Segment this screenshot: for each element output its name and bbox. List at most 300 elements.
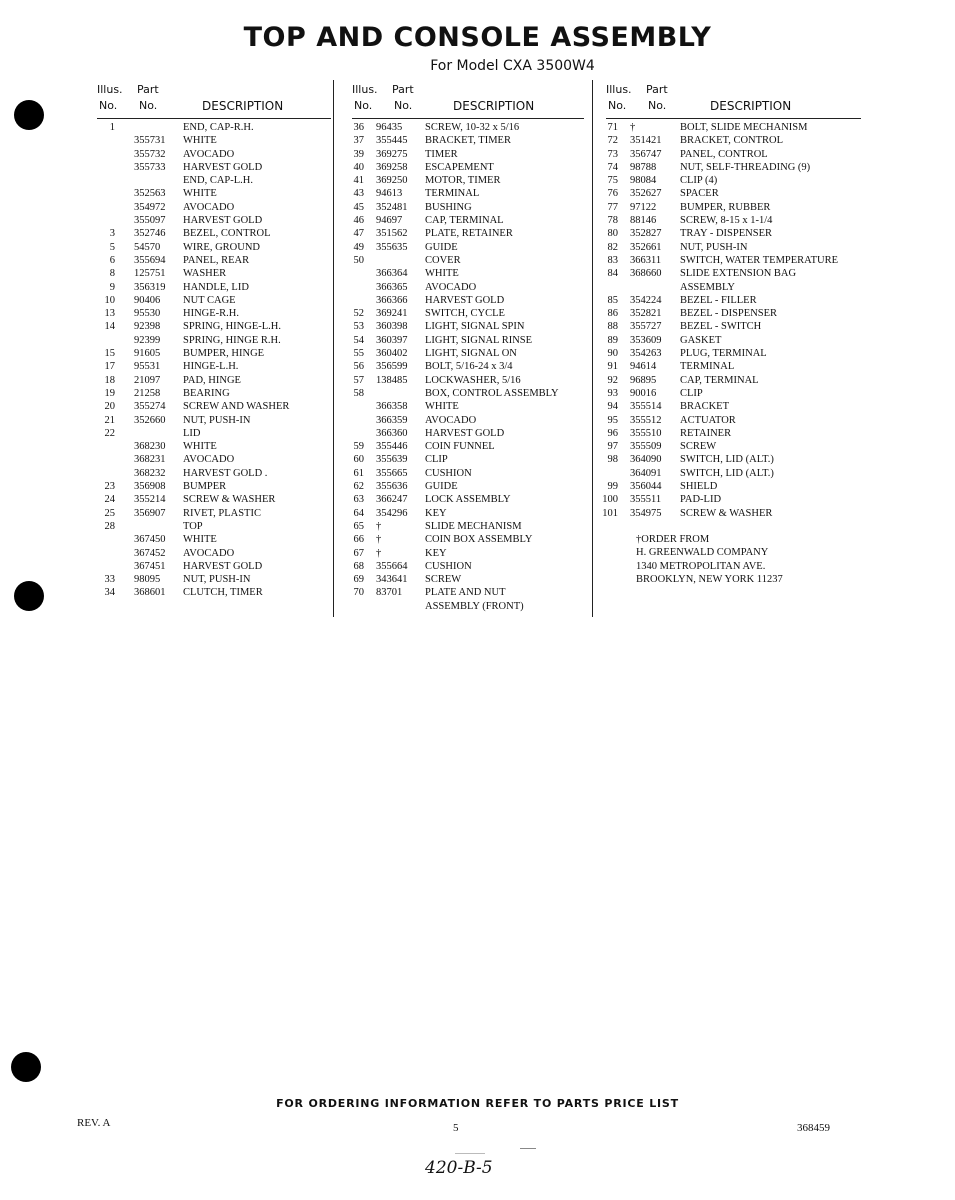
illus-number: 88: [607, 321, 618, 333]
part-description: LIGHT, SIGNAL SPIN: [425, 321, 525, 333]
part-description: WASHER: [183, 268, 227, 280]
part-description: PAD-LID: [680, 494, 722, 506]
part-number: 352746: [134, 228, 166, 240]
illus-number: 77: [607, 201, 618, 213]
illus-number: 17: [104, 361, 115, 373]
part-label: Part: [137, 83, 159, 96]
illus-number: 54: [353, 334, 364, 346]
illus-number: 28: [104, 520, 115, 532]
part-number: 353609: [630, 334, 662, 346]
illus-number: 95: [607, 414, 618, 426]
part-number: †: [376, 520, 382, 532]
part-description: HINGE-R.H.: [183, 308, 239, 320]
parts-row: [606, 161, 861, 174]
illus-number: 85: [607, 294, 618, 306]
parts-row: [606, 187, 861, 200]
parts-row: [606, 453, 861, 466]
illus-number: 8: [109, 268, 115, 280]
part-number: †: [376, 534, 382, 546]
part-description: END, CAP-L.H.: [183, 175, 253, 187]
part-number: 369241: [376, 308, 408, 320]
part-description: LOCKWASHER, 5/16: [425, 374, 521, 386]
parts-column-3: [602, 80, 861, 586]
parts-row: [352, 281, 584, 294]
part-description: HARVEST GOLD: [183, 560, 263, 572]
part-number: 356319: [134, 281, 166, 293]
illus-number: 67: [353, 547, 364, 559]
ordering-note: FOR ORDERING INFORMATION REFER TO PARTS PRICE LIST: [276, 1097, 679, 1110]
parts-row: [97, 414, 331, 427]
illus-number: 20: [104, 401, 115, 413]
parts-row: [352, 347, 584, 360]
part-description: BEZEL - FILLER: [680, 294, 757, 306]
part-number: 366359: [376, 414, 408, 426]
illus-number: 9: [109, 281, 115, 293]
part-description: SCREW, 8-15 x 1-1/4: [680, 215, 773, 227]
parts-row: [606, 387, 861, 400]
description-label: DESCRIPTION: [710, 99, 792, 113]
part-description: SCREW, 10-32 x 5/16: [425, 122, 520, 133]
parts-row: [352, 320, 584, 333]
part-description: SLIDE MECHANISM: [425, 520, 522, 532]
part-description: WHITE: [183, 135, 217, 147]
illus-number: 101: [602, 507, 618, 519]
part-description: SCREW & WASHER: [680, 507, 773, 519]
column-header: [352, 80, 584, 119]
part-number: 356908: [134, 481, 166, 493]
illus-number: 83: [607, 254, 618, 266]
parts-row: [606, 214, 861, 227]
part-description: WIRE, GROUND: [183, 241, 260, 253]
part-number: 356599: [376, 361, 408, 373]
part-description: ACTUATOR: [680, 414, 736, 426]
part-description: PANEL, REAR: [183, 254, 250, 266]
illus-number: 73: [607, 148, 618, 160]
parts-row: [97, 560, 331, 573]
part-description: ASSEMBLY (FRONT): [425, 600, 524, 612]
part-label: Part: [392, 83, 414, 96]
part-number: 90016: [630, 387, 657, 399]
parts-row: [606, 227, 861, 240]
illus-number: 92: [607, 374, 618, 386]
illus-number: 21: [104, 414, 115, 426]
part-description: LOCK ASSEMBLY: [425, 494, 511, 506]
parts-row: [606, 400, 861, 413]
parts-row: [606, 121, 861, 134]
part-no-label: No.: [648, 99, 667, 112]
illus-number: 74: [607, 161, 618, 173]
parts-row: [606, 334, 861, 347]
parts-row: [606, 427, 861, 440]
parts-row: [352, 134, 584, 147]
illus-number: 50: [353, 254, 364, 266]
parts-row: [97, 267, 331, 280]
parts-row: [97, 427, 331, 440]
part-number: 366358: [376, 401, 408, 413]
part-number: 355512: [630, 414, 662, 426]
part-number: 355514: [630, 401, 662, 413]
part-number: 355639: [376, 454, 408, 466]
parts-row: [352, 480, 584, 493]
part-description: CUSHION: [425, 467, 472, 479]
part-no-label: No.: [394, 99, 413, 112]
part-number: 368660: [630, 268, 662, 280]
part-number: 355665: [376, 467, 408, 479]
illus-number: 34: [104, 587, 115, 599]
part-description: GASKET: [680, 334, 722, 346]
part-number: 355446: [376, 441, 408, 453]
illus-number: 59: [353, 441, 364, 453]
part-number: 95531: [134, 361, 161, 373]
illus-number: 1: [109, 122, 115, 133]
illus-number: 82: [607, 241, 618, 253]
parts-row: [97, 187, 331, 200]
part-number: 355732: [134, 148, 166, 160]
parts-row: [352, 453, 584, 466]
parts-row: [97, 453, 331, 466]
illus-number: 37: [353, 135, 364, 147]
part-description: HARVEST GOLD: [183, 215, 263, 227]
part-number: 90406: [134, 294, 161, 306]
part-number: 98095: [134, 574, 161, 586]
illus-number: 94: [607, 401, 618, 413]
illus-number: 13: [104, 308, 115, 320]
part-number: 355694: [134, 254, 166, 266]
part-description: WHITE: [183, 534, 217, 546]
page-number: 5: [453, 1122, 459, 1134]
illus-number: 68: [353, 560, 364, 572]
part-description: BRACKET, TIMER: [425, 135, 511, 147]
part-number: 354296: [376, 507, 408, 519]
part-description: BRACKET, CONTROL: [680, 135, 784, 147]
illus-number: 78: [607, 215, 618, 227]
description-label: DESCRIPTION: [202, 99, 284, 113]
part-number: 366247: [376, 494, 408, 506]
illus-number: 69: [353, 574, 364, 586]
part-description: BOX, CONTROL ASSEMBLY: [425, 387, 559, 399]
parts-row: [352, 201, 584, 214]
part-number: 97122: [630, 201, 657, 213]
illus-number: 6: [109, 254, 115, 266]
parts-row: [97, 307, 331, 320]
parts-row: [606, 360, 861, 373]
part-number: 354263: [630, 348, 662, 360]
illus-number: 46: [353, 215, 364, 227]
illus-number: 22: [104, 427, 115, 439]
parts-row: [352, 533, 584, 546]
parts-row: [352, 493, 584, 506]
illus-number: 41: [353, 175, 364, 187]
description-label: DESCRIPTION: [453, 99, 535, 113]
parts-row: [352, 334, 584, 347]
part-number: 96435: [376, 122, 403, 133]
part-description: SPACER: [680, 188, 719, 200]
parts-row: [97, 360, 331, 373]
illus-number: 52: [353, 308, 364, 320]
part-number: 367450: [134, 534, 166, 546]
part-description: BEARING: [183, 387, 230, 399]
illus-number: 86: [607, 308, 618, 320]
illus-number: 100: [602, 494, 618, 506]
illus-number: 3: [109, 228, 115, 240]
part-number: 360402: [376, 348, 408, 360]
part-number: 54570: [134, 241, 161, 253]
illus-number: 66: [353, 534, 364, 546]
illus-number: 45: [353, 201, 364, 213]
document-number: 368459: [797, 1122, 830, 1134]
part-number: 92398: [134, 321, 161, 333]
illus-number: 97: [607, 441, 618, 453]
part-number: 356044: [630, 481, 662, 493]
parts-row: [352, 307, 584, 320]
order-from-line: BROOKLYN, NEW YORK 11237: [636, 573, 783, 585]
part-description: NUT CAGE: [183, 294, 236, 306]
part-number: 95530: [134, 308, 161, 320]
illus-number: 39: [353, 148, 364, 160]
illus-number: 40: [353, 161, 364, 173]
part-description: COVER: [425, 254, 461, 266]
illus-number: 53: [353, 321, 364, 333]
part-number: 351421: [630, 135, 662, 147]
illus-number: 58: [353, 387, 364, 399]
order-from-line: †ORDER FROM: [636, 533, 710, 545]
part-description: WHITE: [183, 188, 217, 200]
parts-row: [97, 480, 331, 493]
illus-number: 96: [607, 427, 618, 439]
part-description: NUT, PUSH-IN: [183, 574, 251, 586]
part-description: BEZEL - DISPENSER: [680, 308, 778, 320]
part-description: BEZEL - SWITCH: [680, 321, 762, 333]
part-number: 92399: [134, 334, 161, 346]
parts-row: [97, 334, 331, 347]
illus-number: 89: [607, 334, 618, 346]
part-number: 351562: [376, 228, 408, 240]
part-number: 352563: [134, 188, 166, 200]
part-description: COIN FUNNEL: [425, 441, 495, 453]
part-description: AVOCADO: [183, 201, 235, 213]
parts-row: [606, 134, 861, 147]
part-description: END, CAP-R.H.: [183, 122, 254, 133]
part-number: 355214: [134, 494, 166, 506]
parts-row: [606, 374, 861, 387]
illus-number: 56: [353, 361, 364, 373]
parts-row: [352, 586, 584, 599]
parts-row: [97, 134, 331, 147]
part-number: 356907: [134, 507, 166, 519]
part-description: ESCAPEMENT: [425, 161, 494, 173]
part-description: GUIDE: [425, 481, 458, 493]
illus-number: 91: [607, 361, 618, 373]
parts-row: [352, 573, 584, 586]
part-number: 368601: [134, 587, 166, 599]
parts-row: [606, 480, 861, 493]
part-number: 364090: [630, 454, 662, 466]
illus-number: 99: [607, 481, 618, 493]
parts-row: [606, 281, 861, 294]
part-description: AVOCADO: [183, 148, 235, 160]
part-no-label: No.: [139, 99, 158, 112]
parts-row: [97, 254, 331, 267]
parts-row: [602, 493, 861, 506]
parts-row: [352, 467, 584, 480]
part-description: SPRING, HINGE R.H.: [183, 334, 281, 346]
punch-hole-top: [14, 100, 44, 130]
parts-row: [97, 241, 331, 254]
part-description: KEY: [425, 547, 447, 559]
parts-row: [352, 600, 584, 613]
parts-row: [606, 174, 861, 187]
part-number: 369258: [376, 161, 408, 173]
part-number: 367451: [134, 560, 166, 572]
part-description: COIN BOX ASSEMBLY: [425, 534, 533, 546]
parts-row: [606, 440, 861, 453]
order-from-line: H. GREENWALD COMPANY: [636, 547, 769, 559]
part-description: SCREW: [425, 574, 462, 586]
parts-row: [97, 493, 331, 506]
part-number: 366366: [376, 294, 408, 306]
part-description: LIGHT, SIGNAL ON: [425, 348, 517, 360]
part-number: 368231: [134, 454, 166, 466]
illus-number: 5: [109, 241, 115, 253]
illus-number: 25: [104, 507, 115, 519]
parts-row: [97, 320, 331, 333]
illus-number: 62: [353, 481, 364, 493]
part-number: 98084: [630, 175, 657, 187]
parts-row: [606, 307, 861, 320]
part-description: AVOCADO: [183, 547, 235, 559]
parts-row: [352, 174, 584, 187]
parts-row: [352, 387, 584, 400]
illus-number: 15: [104, 348, 115, 360]
parts-row: [352, 121, 584, 134]
parts-row: [97, 400, 331, 413]
illus-number: 71: [607, 122, 618, 133]
part-description: HARVEST GOLD: [425, 427, 505, 439]
illus-number: 47: [353, 228, 364, 240]
part-number: 355664: [376, 560, 408, 572]
part-description: BRACKET: [680, 401, 730, 413]
parts-column-2: [352, 80, 584, 613]
parts-row: [97, 161, 331, 174]
parts-row: [97, 520, 331, 533]
parts-row: [97, 586, 331, 599]
parts-row: [352, 187, 584, 200]
parts-row: [97, 214, 331, 227]
parts-row: [606, 254, 861, 267]
part-description: CAP, TERMINAL: [680, 374, 759, 386]
parts-row: [352, 241, 584, 254]
part-description: AVOCADO: [425, 281, 477, 293]
parts-row: [352, 214, 584, 227]
illus-number: 63: [353, 494, 364, 506]
part-description: LID: [183, 427, 201, 439]
parts-row: [97, 347, 331, 360]
part-number: 366364: [376, 268, 408, 280]
part-description: BOLT, 5/16-24 x 3/4: [425, 361, 513, 373]
column-divider-1: [333, 80, 334, 617]
part-description: BEZEL, CONTROL: [183, 228, 271, 240]
parts-row: [97, 281, 331, 294]
part-number: 355727: [630, 321, 662, 333]
parts-row: [352, 520, 584, 533]
parts-row: [606, 320, 861, 333]
part-description: AVOCADO: [425, 414, 477, 426]
parts-row: [352, 547, 584, 560]
part-description: CUSHION: [425, 560, 472, 572]
parts-row: [352, 267, 584, 280]
part-description: RETAINER: [680, 427, 732, 439]
part-description: TRAY - DISPENSER: [680, 228, 772, 240]
part-number: 83701: [376, 587, 403, 599]
part-description: BUMPER, HINGE: [183, 348, 265, 360]
part-number: 355511: [630, 494, 662, 506]
order-from-line: 1340 METROPOLITAN AVE.: [636, 560, 766, 572]
scan-speck: [520, 1148, 536, 1149]
part-description: BOLT, SLIDE MECHANISM: [680, 122, 808, 133]
part-description: TIMER: [425, 148, 458, 160]
part-number: 369250: [376, 175, 408, 187]
part-number: 94697: [376, 215, 403, 227]
part-number: 355097: [134, 215, 166, 227]
part-description: HARVEST GOLD: [183, 161, 263, 173]
parts-row: [97, 467, 331, 480]
part-number: 94614: [630, 361, 657, 373]
parts-row: [97, 374, 331, 387]
illus-number: 43: [353, 188, 364, 200]
part-number: 354975: [630, 507, 662, 519]
parts-row: [352, 161, 584, 174]
parts-row: [97, 148, 331, 161]
parts-row: [97, 227, 331, 240]
part-description: PLATE AND NUT: [425, 587, 506, 599]
part-description: RIVET, PLASTIC: [183, 507, 261, 519]
punch-hole-middle: [14, 581, 44, 611]
part-description: NUT, SELF-THREADING (9): [680, 161, 811, 173]
parts-row: [97, 507, 331, 520]
illus-number: 57: [353, 374, 364, 386]
part-description: HARVEST GOLD: [425, 294, 505, 306]
part-description: BUMPER: [183, 481, 227, 493]
part-description: BUSHING: [425, 201, 472, 213]
part-number: 21097: [134, 374, 161, 386]
parts-row: [97, 387, 331, 400]
part-description: SLIDE EXTENSION BAG: [680, 268, 797, 280]
part-number: 88146: [630, 215, 657, 227]
part-number: 98788: [630, 161, 657, 173]
part-number: 352660: [134, 414, 166, 426]
parts-row: [97, 174, 331, 187]
punch-hole-bottom: [11, 1052, 41, 1082]
parts-row: [97, 573, 331, 586]
part-number: 366311: [630, 254, 662, 266]
part-number: 138485: [376, 374, 408, 386]
part-number: 367452: [134, 547, 166, 559]
part-description: HINGE-L.H.: [183, 361, 239, 373]
part-number: 355274: [134, 401, 166, 413]
illus-label: Illus.: [352, 83, 378, 96]
part-number: 354972: [134, 201, 166, 213]
illus-label: Illus.: [606, 83, 632, 96]
illus-number: 36: [353, 122, 364, 133]
parts-row: [352, 440, 584, 453]
part-number: 355510: [630, 427, 662, 439]
part-description: LIGHT, SIGNAL RINSE: [425, 334, 533, 346]
no-label: No.: [608, 99, 627, 112]
parts-row: [97, 547, 331, 560]
illus-number: 23: [104, 481, 115, 493]
part-description: SCREW AND WASHER: [183, 401, 290, 413]
part-description: WHITE: [425, 268, 459, 280]
